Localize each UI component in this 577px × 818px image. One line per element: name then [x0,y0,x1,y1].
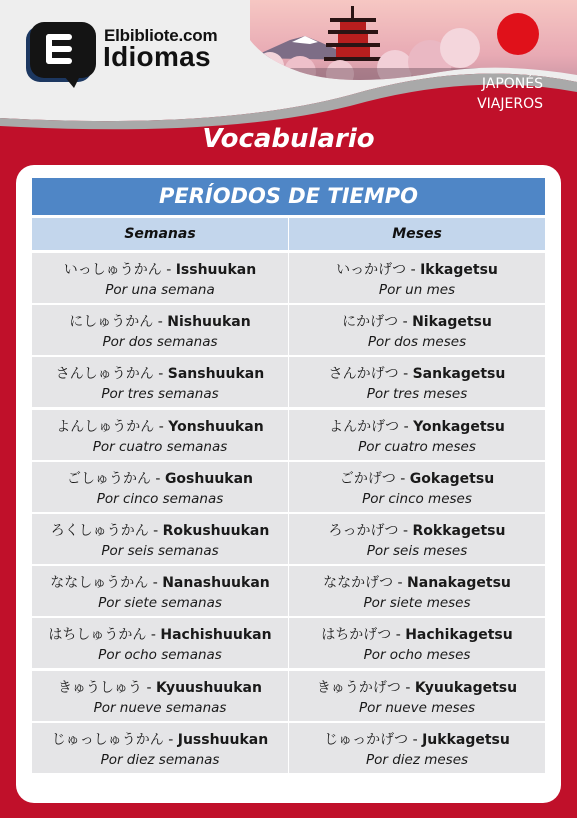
spanish-translation: Por cinco meses [362,490,472,507]
week-cell [32,566,288,616]
spanish-translation: Por tres semanas [101,386,219,403]
table-title: PERÍODOS DE TIEMPO [32,178,545,215]
term-line [289,259,545,279]
month-cell [289,410,545,460]
week-cell [32,253,288,303]
spanish-translation: Por un mes [378,282,456,298]
spanish-translation: Por una semana [105,282,215,298]
term-line [289,572,545,592]
week-cell [32,410,288,460]
spanish-translation: Por siete semanas [98,595,222,612]
separator: - [148,522,163,539]
japanese-term: ななかげつ [323,575,394,592]
spanish-translation: Por siete meses [363,595,471,612]
japanese-term: ななしゅうかん [50,575,149,592]
spanish-translation: Por ocho meses [363,647,471,664]
japanese-term: ごかげつ [339,470,396,487]
japanese-term: ごしゅうかん [66,470,151,487]
japan-flag-icon [497,13,539,55]
month-cell [289,514,545,564]
separator: - [398,314,413,331]
table-row [32,618,545,668]
separator: - [154,418,169,435]
spanish-translation: Por seis meses [366,542,468,559]
separator: - [153,366,168,383]
term-line [289,624,545,644]
table-row [32,305,545,355]
table-row [32,566,545,616]
romaji-term: Isshuukan [175,262,257,278]
week-cell [32,671,288,721]
romaji-term: Sankagetsu [412,366,506,383]
table-row [32,253,545,303]
separator: - [163,731,178,748]
japanese-term: さんかげつ [328,366,399,383]
japanese-term: はちかげつ [321,627,392,644]
section-title: Vocabulario [202,124,375,154]
japanese-term: きゅうしゅう [58,679,143,696]
separator: - [408,731,423,748]
week-cell [32,305,288,355]
spanish-translation: Por dos semanas [102,334,218,351]
month-cell [289,618,545,668]
term-line [32,572,288,592]
term-line [289,677,545,697]
spanish-translation: Por diez semanas [100,751,220,768]
term-line [289,468,545,488]
japanese-term: ろくしゅうかん [50,522,149,539]
japanese-term: いっしゅうかん [63,262,162,278]
week-cell [32,462,288,512]
month-cell [289,566,545,616]
brand-site: Elbibliote.com [104,26,218,45]
language-tag: JAPONÉS [481,76,543,92]
romaji-term: Sanshuukan [167,366,265,383]
term-line [289,311,545,331]
romaji-term: Jusshuukan [177,731,269,748]
term-line [32,363,288,383]
separator: - [148,575,163,592]
separator: - [161,262,176,278]
spanish-translation: Por nueve meses [358,699,476,716]
separator: - [399,418,414,435]
term-line [32,468,288,488]
japanese-term: じゅっかげつ [324,731,409,748]
romaji-term: Ikkagetsu [420,262,498,278]
term-line [32,677,288,697]
month-cell [289,357,545,407]
table-row [32,462,545,512]
spanish-translation: Por diez meses [365,751,469,768]
romaji-term: Kyuushuukan [155,679,262,696]
romaji-term: Nishuukan [167,314,251,331]
romaji-term: Jukkagetsu [422,731,510,748]
term-line [32,311,288,331]
japanese-term: ろっかげつ [328,522,399,539]
romaji-term: Yonkagetsu [413,418,505,435]
romaji-term: Kyuukagetsu [414,679,518,696]
japanese-term: にかげつ [342,314,399,331]
table-row [32,514,545,564]
japanese-term: はちしゅうかん [48,627,147,644]
japanese-term: じゅっしゅうかん [51,731,164,748]
column-header-weeks: Semanas [32,218,288,250]
spanish-translation: Por cuatro semanas [92,438,228,455]
romaji-term: Goshuukan [164,470,254,487]
separator: - [395,470,410,487]
romaji-term: Yonshuukan [168,418,264,435]
separator: - [142,679,156,696]
term-line [289,416,545,436]
spanish-translation: Por dos meses [367,334,467,351]
week-cell [32,618,288,668]
audience-tag: VIAJEROS [477,96,543,112]
separator: - [398,366,413,383]
term-line [289,520,545,540]
japanese-term: きゅうかげつ [316,679,401,696]
romaji-term: Hachishuukan [160,627,272,644]
romaji-term: Rokkagetsu [412,522,506,539]
term-line [32,729,288,749]
week-cell [32,723,288,773]
spanish-translation: Por tres meses [366,386,468,403]
table-row [32,410,545,460]
term-line [32,416,288,436]
table-row [32,671,545,721]
romaji-term: Rokushuukan [162,522,270,539]
separator: - [146,627,161,644]
header [0,0,577,130]
term-line [289,729,545,749]
japanese-term: よんしゅうかん [56,418,155,435]
term-line [32,259,288,279]
japanese-term: にしゅうかん [69,314,154,331]
week-cell [32,514,288,564]
spanish-translation: Por nueve semanas [93,699,227,716]
separator: - [398,522,413,539]
month-cell [289,253,545,303]
month-cell [289,462,545,512]
month-cell [289,671,545,721]
brand-name: Idiomas [103,41,211,72]
month-cell [289,305,545,355]
week-cell [32,357,288,407]
table-row [32,357,545,407]
japanese-term: いっかげつ [336,262,407,278]
vocabulary-table [32,253,545,775]
separator: - [153,314,168,331]
japanese-term: よんかげつ [329,418,400,435]
month-cell [289,723,545,773]
elbibliote-logo-icon [24,20,104,90]
separator: - [150,470,165,487]
romaji-term: Gokagetsu [409,470,495,487]
japanese-term: さんしゅうかん [55,366,154,383]
column-header-months: Meses [289,218,545,250]
spanish-translation: Por cinco semanas [96,490,224,507]
separator: - [400,679,415,696]
separator: - [391,627,406,644]
romaji-term: Nikagetsu [412,314,492,331]
term-line [32,624,288,644]
romaji-term: Nanakagetsu [407,575,511,592]
separator: - [406,262,421,278]
spanish-translation: Por cuatro meses [358,438,476,455]
term-line [289,363,545,383]
spanish-translation: Por ocho semanas [98,647,222,664]
spanish-translation: Por seis semanas [101,542,219,559]
romaji-term: Hachikagetsu [405,627,513,644]
table-row [32,723,545,773]
term-line [32,520,288,540]
romaji-term: Nanashuukan [162,575,270,592]
separator: - [393,575,408,592]
